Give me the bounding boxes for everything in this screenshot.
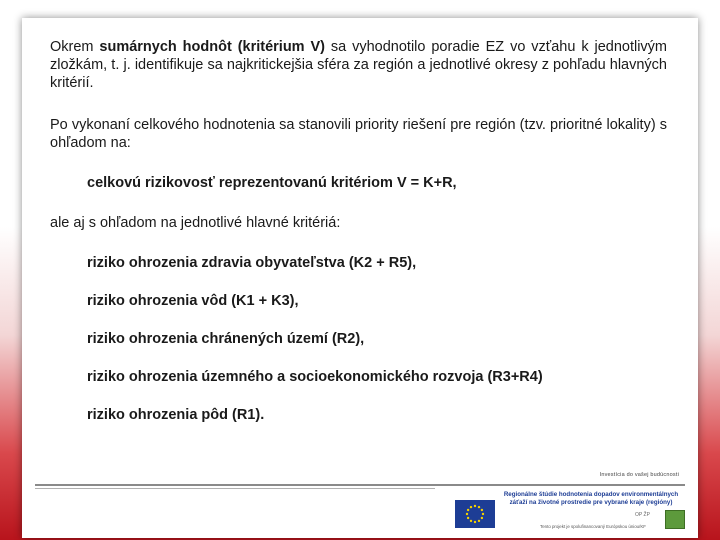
main-criteria-intro: ale aj s ohľadom na jednotlivé hlavné kritériá: [50,215,341,231]
footer-divider [35,484,685,486]
risk-item: riziko ohrozenia zdravia obyvateľstva (K2 + R5), [87,255,417,271]
footer-divider-thin [35,488,435,489]
risk-item: riziko ohrozenia územného a socioekonomického rozvoja (R3+R4) [87,369,543,385]
cofunding-note: Tento projekt je spolufinancovaný Európskou úniou/KF [540,524,646,529]
intro-bold-term: sumárnych hodnôt (kritérium V) [99,39,325,55]
footer-slogan: Investícia do vašej budúcnosti [599,472,679,478]
risk-item: riziko ohrozenia pôd (R1). [87,407,265,423]
slide [22,18,698,538]
ministry-label: OP ŽP [635,512,650,518]
project-title: Regionálne štúdie hodnotenia dopadov environmentálnych záťaží na životné prostredie pre vybrané kraje (regióny) [503,491,679,506]
total-risk-line: celkovú rizikovosť reprezentovanú kritériom V = K+R, [87,175,457,191]
risk-item: riziko ohrozenia chránených území (R2), [87,331,365,347]
intro-text-start: Okrem [50,39,100,55]
eu-flag-icon [455,500,495,528]
risk-item: riziko ohrozenia vôd (K1 + K3), [87,293,299,309]
priorities-paragraph: Po vykonaní celkového hodnotenia sa stanovili priority riešení pre región (tzv. prioritné lokality) s ohľadom na: [50,117,667,151]
intro-paragraph [50,38,667,94]
risk-list [50,254,667,424]
eu-stars-icon [455,500,495,528]
slide-content [50,38,667,424]
footer-banner [35,462,685,534]
intro-text-end: sa vyhodnotilo poradie EZ vo vzťahu k jednotlivým zložkám, t. j. identifikuje sa najkritickejšia sféra za región a jednotlivé okresy z pohľadu hlavných kritérií. [50,39,667,91]
